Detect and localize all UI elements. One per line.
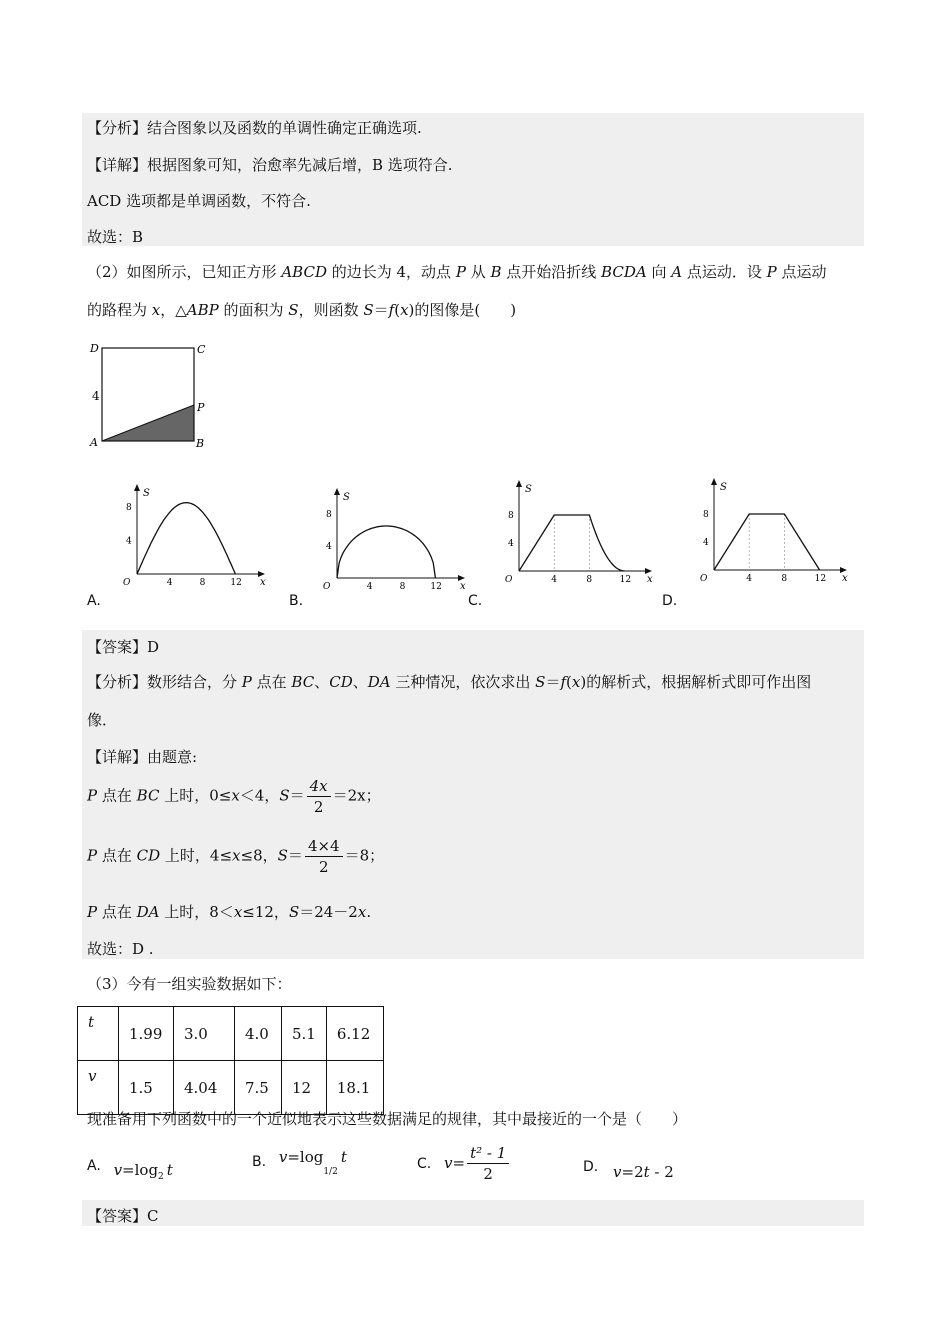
- analysis-line: 【分析】结合图象以及函数的单调性确定正确选项.: [87, 119, 422, 137]
- x-tick-label: 12: [230, 578, 242, 588]
- x-tick-label: 8: [399, 582, 406, 592]
- y-tick-label: 8: [703, 510, 709, 520]
- table-cell: v: [78, 1061, 119, 1115]
- y-tick-label: 8: [508, 511, 514, 521]
- option-b-graph: [315, 486, 470, 592]
- axis-label-s: S: [143, 488, 150, 499]
- option-b-label[interactable]: B.: [289, 593, 304, 609]
- x-tick-label: 4: [551, 575, 557, 585]
- label-a: A: [90, 436, 98, 449]
- choose-line-2: 故选：D .: [87, 940, 154, 958]
- table-row: [78, 1007, 384, 1061]
- table-cell: 3.0: [174, 1007, 235, 1061]
- axis-label-x: x: [842, 573, 848, 584]
- case-bc: P 点在 BC 上时，0≤x＜4，S＝ $\frac{4x}{2}$ ＝2x；: [87, 777, 381, 816]
- function-curve: [337, 526, 435, 578]
- detail-line-2: ACD 选项都是单调函数，不符合.: [87, 192, 311, 210]
- case-da: P 点在 DA 上时，8＜x≤12，S＝24－2x.: [87, 903, 372, 921]
- answer-block-3: [82, 1200, 864, 1226]
- origin-label: O: [323, 582, 331, 592]
- axis-label-s: S: [525, 484, 532, 495]
- table-cell: t: [78, 1007, 119, 1061]
- option-c-label[interactable]: C.: [468, 593, 483, 609]
- x-tick-label: 12: [814, 574, 827, 584]
- option-c-graph: [497, 478, 657, 588]
- question-2-line-2: 的路程为 x，△ABP 的面积为 S，则函数 S＝f(x)的图像是( ): [87, 301, 517, 319]
- question-3-intro: （3）今有一组实验数据如下：: [87, 975, 292, 993]
- origin-label: O: [700, 574, 708, 584]
- table-cell: 4.0: [235, 1007, 282, 1061]
- axis-label-s: S: [720, 482, 727, 493]
- q3-option-b[interactable]: B. $v=\log_{1/2}t$: [252, 1148, 347, 1177]
- q3-option-a[interactable]: A. $v=\log_2$ t: [87, 1158, 173, 1182]
- analysis-line-2b: 像．: [87, 711, 118, 729]
- x-tick-label: 12: [430, 582, 442, 592]
- choose-line: 故选：B: [87, 228, 144, 246]
- option-a-graph: [115, 482, 270, 592]
- table-cell: 4.04: [174, 1061, 235, 1115]
- table-cell: 1.99: [119, 1007, 174, 1061]
- label-b: B: [196, 437, 205, 450]
- axis-label-x: x: [260, 577, 266, 588]
- y-tick-label: 4: [703, 538, 709, 548]
- table-cell: 7.5: [235, 1061, 282, 1115]
- axis-label-x: x: [460, 581, 466, 592]
- origin-label: O: [505, 575, 513, 585]
- option-a-label[interactable]: A.: [87, 593, 101, 609]
- axis-label-s: S: [343, 492, 350, 503]
- function-curve: [519, 515, 625, 571]
- table-cell: 1.5: [119, 1061, 174, 1115]
- detail-line: 【详解】根据图象可知，治愈率先减后增，B 选项符合.: [87, 156, 453, 174]
- y-tick-label: 4: [508, 539, 514, 549]
- x-tick-label: 4: [166, 578, 173, 588]
- option-d-label[interactable]: D.: [662, 593, 678, 609]
- q3-option-d[interactable]: D. v=2t - 2: [583, 1159, 674, 1181]
- data-table: [77, 1006, 384, 1115]
- table-cell: 18.1: [326, 1061, 383, 1115]
- table-cell: 6.12: [326, 1007, 383, 1061]
- label-side-4: 4: [92, 389, 100, 403]
- y-tick-label: 8: [126, 502, 132, 513]
- function-curve: [137, 503, 235, 574]
- option-d-graph: [692, 476, 852, 588]
- origin-label: O: [123, 578, 131, 588]
- analysis-line-2: 【分析】数形结合，分 P 点在 BC、CD、DA 三种情况，依次求出 S＝f(x)的解析式，根据解析式即可作出图: [87, 673, 812, 691]
- label-d: D: [90, 342, 99, 355]
- detail-line-2: 【详解】由题意:: [87, 748, 198, 766]
- x-tick-label: 8: [781, 574, 788, 584]
- answer-line-3: 【答案】C: [87, 1207, 159, 1225]
- y-axis-arrow: [516, 480, 522, 487]
- y-axis-arrow: [134, 484, 140, 491]
- table-cell: 5.1: [282, 1007, 327, 1061]
- q3-option-c[interactable]: C. v= $\frac{\text{t² - 1}}{2}$: [417, 1143, 511, 1184]
- case-cd: P 点在 CD 上时，4≤x≤8，S＝ $\frac{4\times 4}{2}$ ＝8；: [87, 837, 385, 876]
- x-tick-label: 8: [199, 578, 206, 588]
- table-row: [78, 1061, 384, 1115]
- x-tick-label: 4: [746, 574, 752, 584]
- x-tick-label: 8: [586, 575, 593, 585]
- question-2-line-1: （2）如图所示，已知正方形 ABCD 的边长为 4，动点 P 从 B 点开始沿折线 BCDA 向 A 点运动．设 P 点运动: [87, 263, 827, 281]
- x-tick-label: 4: [366, 582, 373, 592]
- square-abcd-figure: [85, 340, 215, 455]
- x-tick-label: 12: [619, 575, 632, 585]
- label-c: C: [197, 343, 206, 356]
- y-axis-arrow: [334, 488, 340, 495]
- axis-label-x: x: [647, 574, 653, 585]
- label-p: P: [197, 401, 205, 414]
- y-tick-label: 4: [326, 542, 332, 552]
- y-tick-label: 4: [126, 536, 132, 547]
- y-axis-arrow: [711, 478, 717, 485]
- table-cell: 12: [282, 1061, 327, 1115]
- question-3-text: 现准备用下列函数中的一个近似地表示这些数据满足的规律，其中最接近的一个是（ ）: [87, 1110, 688, 1128]
- function-curve: [714, 514, 820, 570]
- y-tick-label: 8: [326, 510, 332, 520]
- answer-line-2: 【答案】D: [87, 638, 160, 656]
